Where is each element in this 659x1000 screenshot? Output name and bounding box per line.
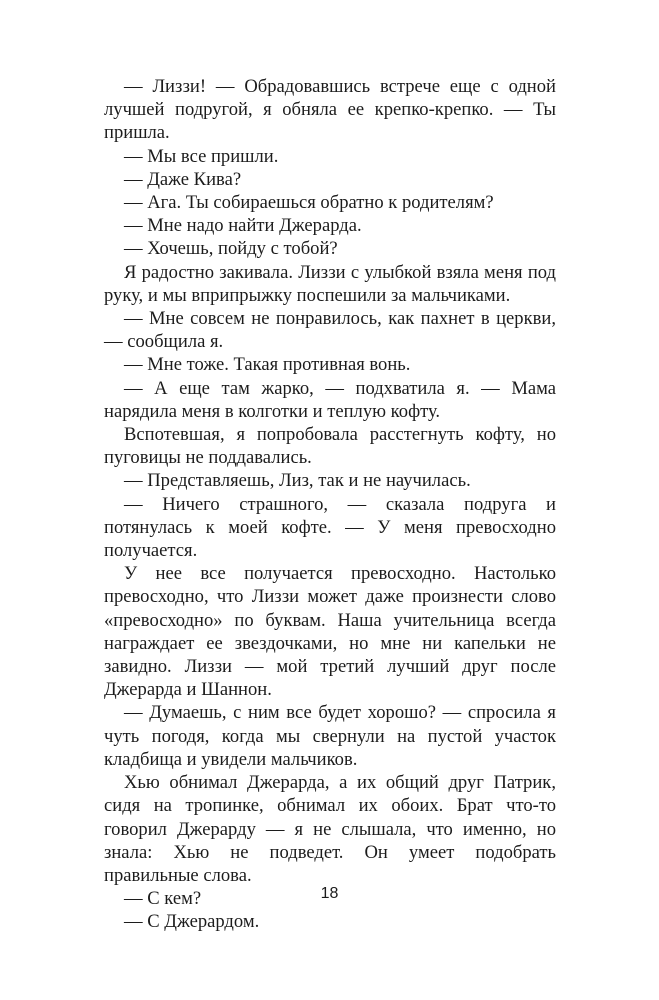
paragraph: Я радостно закивала. Лиззи с улыбкой взяла меня под руку, и мы вприпрыжку поспешили за мальчиками. xyxy=(104,261,556,306)
page-number: 18 xyxy=(320,885,339,902)
paragraph: — Думаешь, с ним все будет хорошо? — спросила я чуть погодя, когда мы свернули на пустой участок кладбища и увидели мальчиков. xyxy=(104,702,556,770)
paragraph: — Даже Кива? xyxy=(124,168,242,190)
page-text xyxy=(104,75,556,934)
paragraph: — Мы все пришли. xyxy=(124,145,279,167)
paragraph: — Представляешь, Лиз, так и не научилась. xyxy=(124,470,471,492)
paragraph: — Мне надо найти Джерарда. xyxy=(124,215,362,237)
paragraph: Хью обнимал Джерарда, а их общий друг Патрик, сидя на тропинке, обнимал их обоих. Брат что-то говорил Джерарду — я не слышала, что именно, но знала: Хью не подведет. Он умеет подобрать правильные слова. xyxy=(104,772,556,886)
paragraph: — Ничего страшного, — сказала подруга и потянулась к моей кофте. — У меня превосходно получается. xyxy=(104,493,556,562)
paragraph: У нее все получается превосходно. Настолько превосходно, что Лиззи может даже произнести слово «превосходно» по буквам. Наша учительница всегда награждает ее звездочками, но мне ни капельки не завидно. Лиззи — мой третий лучший друг после Джерарда и Шаннон. xyxy=(104,563,556,701)
paragraph: Вспотевшая, я попробовала расстегнуть кофту, но пуговицы не поддавались. xyxy=(104,424,556,469)
paragraph: — С Джерардом. xyxy=(124,911,260,933)
paragraph: — С кем? xyxy=(124,888,202,910)
paragraph: — Мне совсем не понравилось, как пахнет в церкви, — сообщила я. xyxy=(104,308,556,353)
paragraph: — А еще там жарко, — подхватила я. — Мама нарядила меня в колготки и теплую кофту. xyxy=(104,377,556,422)
paragraph: — Мне тоже. Такая противная вонь. xyxy=(124,354,411,376)
paragraph: — Хочешь, пойду с тобой? xyxy=(124,238,338,260)
paragraph: — Лиззи! — Обрадовавшись встрече еще с одной лучшей подругой, я обняла ее крепко-крепко. — Ты пришла. xyxy=(104,76,556,144)
paragraph: — Ага. Ты собираешься обратно к родителям? xyxy=(124,192,494,214)
